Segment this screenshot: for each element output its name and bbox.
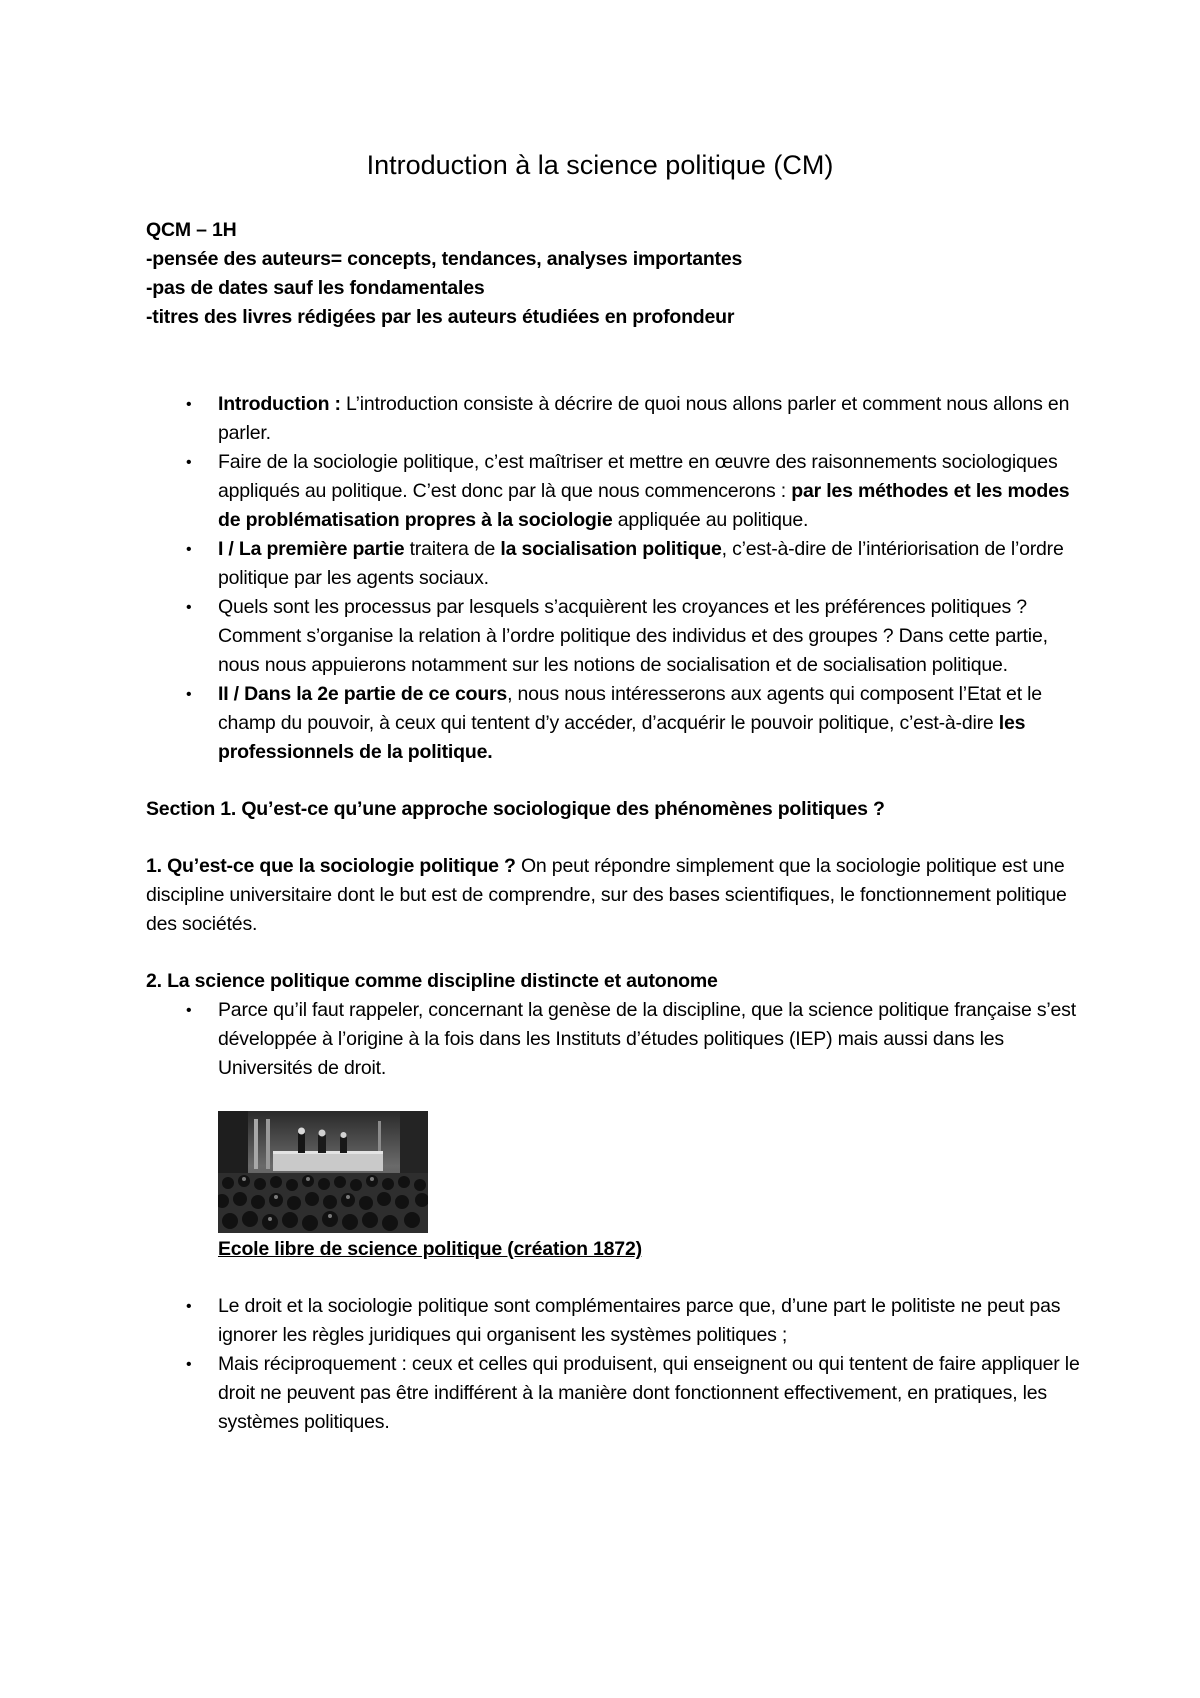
point-1-text: On peut répondre simplement que la sociologie politique est une discipline universitaire dont le but est de comprendre, sur des bases scientifiques, le fonctionnement politique des sociétés.	[146, 855, 1067, 935]
list-item	[146, 593, 1086, 680]
text: traitera de	[404, 538, 501, 560]
text: , c’est-à-dire de l’intériorisation de l’ordre politique par les agents sociaux.	[218, 538, 1064, 589]
bullet-icon: •	[186, 1356, 192, 1373]
text: Parce qu’il faut rappeler, concernant la genèse de la discipline, que la science politique française s’est développée à l’origine à la fois dans les Instituts d’études politiques (IEP) mais aussi dans les Universités de droit.	[218, 999, 1076, 1079]
section-heading: Section 1. Qu’est-ce qu’une approche sociologique des phénomènes politiques ?	[146, 798, 885, 820]
bullet-icon: •	[186, 1298, 192, 1315]
bullet-icon: •	[186, 686, 192, 703]
figure	[218, 1111, 642, 1264]
list-item	[146, 390, 1086, 448]
intro-bullet-list	[146, 390, 1086, 767]
document-title: Introduction à la science politique (CM)	[366, 150, 834, 180]
bold-text: par les méthodes et les modes de problématisation propres à la sociologie	[218, 480, 1070, 531]
bold-text: II / Dans la 2e partie de ce cours	[218, 683, 508, 705]
text: Mais réciproquement : ceux et celles qui produisent, qui enseignent ou qui tentent de faire appliquer le droit ne peuvent pas être indifférent à la manière dont fonctionnent effectivement, en pratiques, les systèmes politiques.	[218, 1353, 1080, 1433]
bullet-icon: •	[186, 599, 192, 616]
qcm-block	[146, 216, 1086, 332]
qcm-line: -pensée des auteurs= concepts, tendances, analyses importantes	[146, 248, 743, 270]
list-item	[146, 448, 1086, 535]
qcm-line: -titres des livres rédigées par les auteurs étudiées en profondeur	[146, 306, 735, 328]
list-item	[146, 535, 1086, 593]
list-item	[146, 1292, 1086, 1350]
bullet-icon: •	[186, 541, 192, 558]
text: Le droit et la sociologie politique sont complémentaires parce que, d’une part le politiste ne peut pas ignorer les règles juridiques qui organisent les systèmes politiques ;	[218, 1295, 1061, 1346]
text: L’introduction consiste à décrire de quoi nous allons parler et comment nous allons en parler.	[218, 393, 1070, 444]
bold-text: la socialisation politique	[500, 538, 722, 560]
bold-text: les professionnels de la politique.	[218, 712, 1026, 763]
text: , nous nous intéresserons aux agents qui composent l’Etat et le champ du pouvoir, à ceux qui tentent d’y accéder, d’acquérir le pouvoir politique, c’est-à-dire	[218, 683, 1042, 734]
bullet-icon: •	[186, 1002, 192, 1019]
qcm-line: -pas de dates sauf les fondamentales	[146, 277, 485, 299]
list-item	[146, 1350, 1086, 1437]
bullet-icon: •	[186, 454, 192, 471]
document-body	[146, 216, 1086, 1437]
figure-caption-text: Ecole libre de science politique (création 1872)	[218, 1238, 642, 1260]
point-1-paragraph	[146, 852, 1086, 939]
point-1-heading: 1. Qu’est-ce que la sociologie politique ?	[146, 855, 516, 877]
assembly-photo	[218, 1111, 428, 1233]
list-item	[146, 996, 1086, 1083]
bold-text: Introduction :	[218, 393, 341, 415]
final-bullet-list	[146, 1292, 1086, 1437]
bold-text: I / La première partie	[218, 538, 405, 560]
qcm-heading: QCM – 1H	[146, 219, 237, 241]
text: appliquée au politique.	[612, 509, 809, 531]
bullet-icon: •	[186, 396, 192, 413]
text: Faire de la sociologie politique, c’est maîtriser et mettre en œuvre des raisonnements sociologiques appliqués au politique. C’est donc par là que nous commencerons :	[218, 451, 1058, 502]
list-item	[146, 680, 1086, 767]
text: Quels sont les processus par lesquels s’acquièrent les croyances et les préférences politiques ? Comment s’organise la relation à l’ordre politique des individus et des groupes ? Dans cette partie, nous nous appuierons notamment sur les notions de socialisation et de socialisation politique.	[218, 596, 1048, 676]
figure-caption	[218, 1235, 642, 1264]
point-2-heading: 2. La science politique comme discipline distincte et autonome	[146, 970, 718, 992]
point-2-bullet-list	[146, 996, 1086, 1083]
